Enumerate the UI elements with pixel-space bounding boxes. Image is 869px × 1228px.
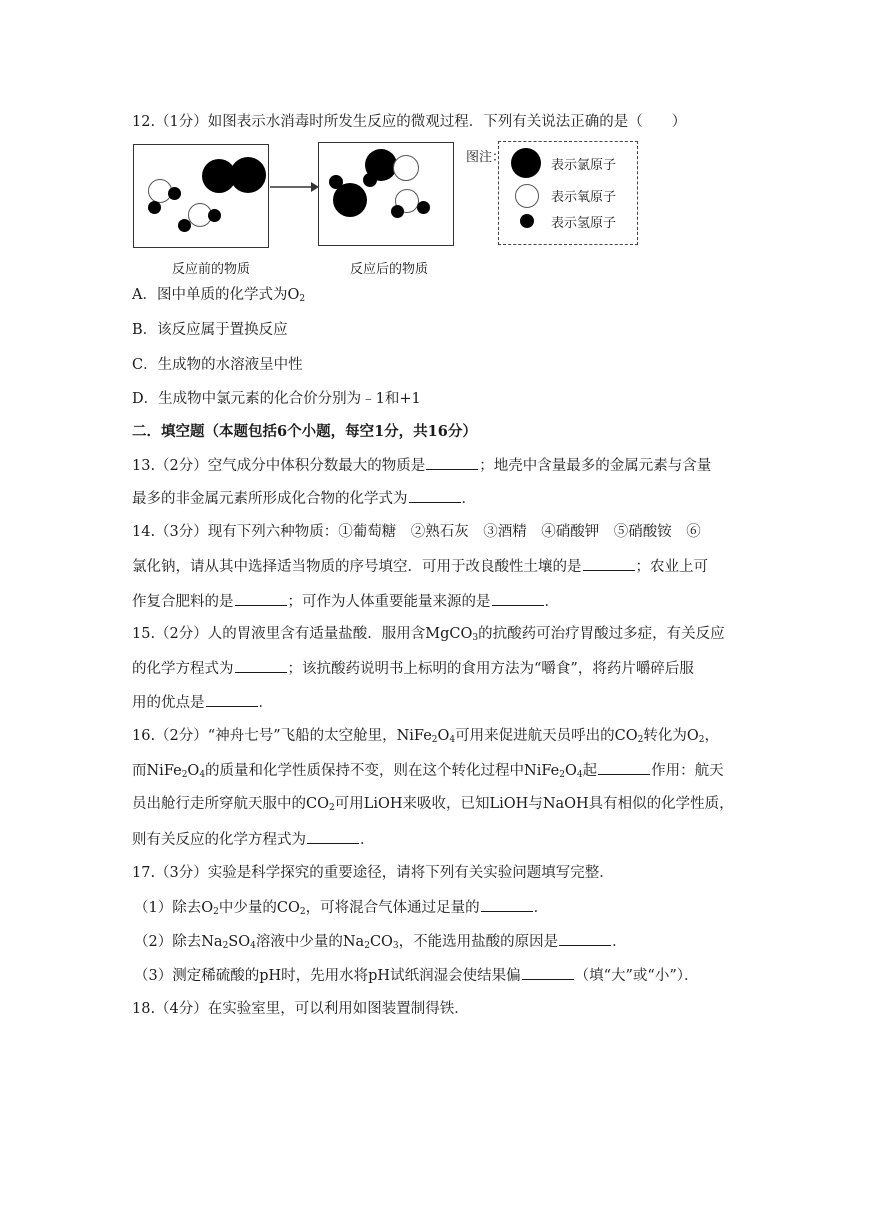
figure-before-box: [133, 144, 269, 248]
answer-blank[interactable]: [206, 692, 258, 707]
q17-stem: 17.（3分）实验是科学探究的重要途径，请将下列有关实验问题填写完整．: [132, 865, 614, 881]
figure-before-caption: 反应前的物质: [172, 262, 251, 277]
q12-option-b: B．该反应属于置换反应: [132, 322, 288, 338]
answer-blank[interactable]: [492, 591, 544, 606]
q17-sub-3: （3）测定稀硫酸的pH时，先用水将pH试纸润湿会使结果偏 （填“大”或“小”）．: [134, 965, 698, 986]
figure-after-box: [318, 142, 454, 246]
hydrogen-atom: [329, 175, 343, 189]
legend-hydrogen: 表示氢原子: [551, 216, 617, 231]
q16-line-3: 员出舱行走所穿航天服中的$CO_2$可用LiOH来吸收，已知LiOH与NaOH具有相似的化学性质，: [132, 796, 734, 813]
answer-blank[interactable]: [235, 658, 287, 673]
hydrogen-atom: [208, 209, 221, 222]
q16-line-4: 则有关反应的化学方程式为 ．: [132, 829, 375, 850]
chlorine-atom: [230, 157, 266, 193]
answer-blank[interactable]: [559, 931, 611, 946]
legend-oxygen: 表示氧原子: [551, 190, 617, 205]
q16-line-2: 而$NiFe_2O_4$的质量和化学性质保持不变，则在这个转化过程中$NiFe_2O_4$起 作用：航天: [132, 760, 724, 785]
q12-stem: 12.（1分）如图表示水消毒时所发生反应的微观过程．下列有关说法正确的是（ ）: [132, 114, 687, 130]
answer-blank[interactable]: [481, 897, 533, 912]
figure-after-caption: 反应后的物质: [350, 262, 429, 277]
q12-option-c: C．生成物的水溶液呈中性: [132, 357, 303, 373]
answer-blank[interactable]: [426, 455, 478, 470]
q17-sub-1: （1）除去$O_2$中少量的$CO_2$，可将混合气体通过足量的 ．: [134, 897, 548, 922]
reaction-arrow-icon: [270, 180, 320, 194]
q12-option-a: A．图中单质的化学式为$O_2$: [132, 287, 306, 304]
answer-blank[interactable]: [235, 591, 287, 606]
section-heading: 二．填空题（本题包括6个小题，每空1分，共16分）: [132, 423, 477, 440]
legend-title: 图注：: [466, 150, 506, 165]
hydrogen-atom: [168, 187, 181, 200]
q14-line-3: 作复合肥料的是 ；可作为人体重要能量来源的是 ．: [132, 591, 559, 612]
answer-blank[interactable]: [522, 965, 574, 980]
answer-blank[interactable]: [583, 556, 635, 571]
chlorine-atom-icon: [511, 148, 541, 178]
answer-blank[interactable]: [409, 488, 461, 503]
q12-option-d: D．生成物中氯元素的化合价分别为﹣1和+1: [132, 391, 421, 407]
q15-line-2: 的化学方程式为 ；该抗酸药说明书上标明的食用方法为“嚼食”，将药片嚼碎后服: [132, 658, 694, 679]
hydrogen-atom: [391, 205, 404, 218]
hydrogen-atom: [363, 173, 377, 187]
legend-chlorine: 表示氯原子: [551, 158, 617, 173]
hydrogen-atom: [178, 219, 191, 232]
hydrogen-atom-icon: [520, 214, 534, 228]
legend-box: [498, 141, 638, 245]
q15-line-1: 15.（2分）人的胃液里含有适量盐酸．服用含MgCO$_3$的抗酸药可治疗胃酸过多症，有关反应: [132, 626, 725, 643]
oxygen-atom: [393, 155, 419, 181]
oxygen-atom-icon: [515, 184, 539, 208]
answer-blank[interactable]: [307, 829, 359, 844]
q14-line-2: 氯化钠，请从其中选择适当物质的序号填空．可用于改良酸性土壤的是 ；农业上可: [132, 556, 708, 577]
hydrogen-atom: [148, 201, 161, 214]
hydrogen-atom: [417, 201, 430, 214]
q14-line-1: 14.（3分）现有下列六种物质：①葡萄糖 ②熟石灰 ③酒精 ④硝酸钾 ⑤硝酸铵 ⑥: [132, 524, 701, 540]
q13-line-2: 最多的非金属元素所形成化合物的化学式为 ．: [132, 488, 476, 509]
answer-blank[interactable]: [598, 760, 650, 775]
q16-line-1: 16.（2分）“神舟七号”飞船的太空舱里，$NiFe_2O_4$可用来促进航天员呼出的$CO_2$转化为$O_2$，: [132, 728, 719, 745]
q15-line-3: 用的优点是 ．: [132, 692, 273, 713]
q18-stem: 18.（4分）在实验室里，可以利用如图装置制得铁．: [132, 1001, 469, 1017]
q13-line-1: 13.（2分）空气成分中体积分数最大的物质是 ；地壳中含量最多的金属元素与含量: [132, 455, 711, 476]
q17-sub-2: （2）除去$Na_2SO_4$溶液中少量的$Na_2CO_3$，不能选用盐酸的原因是 ．: [134, 931, 627, 956]
